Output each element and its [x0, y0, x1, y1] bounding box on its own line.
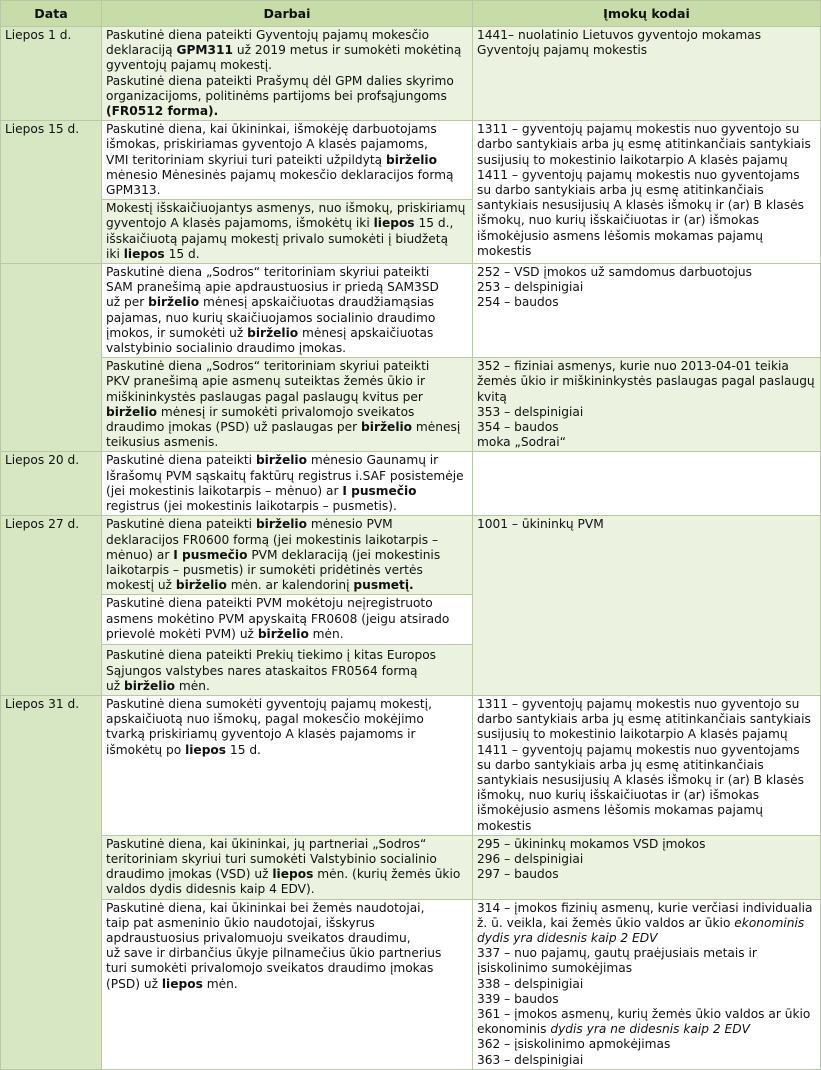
work-cell: Paskutinė diena pateikti birželio mėnesio Gaunamų ir Išrašomų PVM sąskaitų faktūrų registrus i.SAF posistemėje (jei mokestinis laikotarpis – mėnuo) ar I pusmečio registrus (jei mokestinis laikotarpis – pusmetis).: [102, 452, 473, 516]
header-codes: Įmokų kodai: [473, 1, 821, 27]
code-cell: 1001 – ūkininkų PVM: [473, 516, 821, 696]
code-cell: 295 – ūkininkų mokamos VSD įmokos 296 – delspinigiai 297 – baudos: [473, 835, 821, 899]
date-cell: Liepos 20 d.: [1, 452, 102, 516]
work-cell: Mokestį išskaičiuojantys asmenys, nuo išmokų, priskiriamų gyventojo A klasės pajamoms, išmokėtų iki liepos 15 d., išskaičiuotą pajamų mokestį privalo sumokėti į biudžetą iki liepos 15 d.: [102, 200, 473, 264]
date-cell-empty: [1, 264, 102, 452]
table-row: [1, 835, 821, 899]
header-date: Data: [1, 1, 102, 27]
work-cell: Paskutinė diena, kai ūkininkai bei žemės naudotojai, taip pat asmeninio ūkio naudotojai, išskyrus apdraustuosius privalomuoju sveikatos draudimu, už save ir dirbančius ūkyje pilnamečius ūkio partnerius turi sumokėti privalomojo sveikatos draudimo įmokas (PSD) už liepos mėn.: [102, 899, 473, 1069]
code-cell: 352 – fiziniai asmenys, kurie nuo 2013-04-01 teikia žemės ūkio ir miškininkystės paslaugas pagal paslaugų kvitą 353 – delspinigiai 354 – baudos moka „Sodrai“: [473, 358, 821, 452]
date-cell: Liepos 15 d.: [1, 121, 102, 264]
table-row: [1, 695, 821, 835]
work-cell: Paskutinė diena „Sodros“ teritoriniam skyriui pateikti SAM pranešimą apie apdraustuosius ir priedą SAM3SD už per birželio mėnesį apskaičiuotas draudžiamąsias pajamas, nuo kurių skaičiuojamos socialinio draudimo įmokos, ir sumokėti už birželio mėnesį apskaičiuotas valstybinio socialinio draudimo įmokas.: [102, 264, 473, 358]
work-cell: Paskutinė diena, kai ūkininkai, jų partneriai „Sodros“ teritoriniam skyriui turi sumokėti Valstybinio socialinio draudimo įmokas (VSD) už liepos mėn. (kurių žemės ūkio valdos dydis didesnis kaip 4 EDV).: [102, 835, 473, 899]
code-cell: 1311 – gyventojų pajamų mokestis nuo gyventojo su darbo santykiais arba jų esmę atitinkančiais santykiais susijusių to mokestinio laikotarpio A klasės pajamų 1411 – gyventojų pajamų mokestis nuo gyventojams su darbo santykiais arba jų esmę atitinkančiais santykiais nesusijusių A klasės išmokų ir (ar) B klasės išmokų, nuo kurių išskaičiuotas ir (ar) išmokas išmokėjusio asmens lėšomis mokamas pajamų mokestis: [473, 695, 821, 835]
code-cell: 1441– nuolatinio Lietuvos gyventojo mokamas Gyventojų pajamų mokestis: [473, 27, 821, 121]
table-row: [1, 358, 821, 452]
table-row: [1, 121, 821, 200]
work-cell: Paskutinė diena pateikti birželio mėnesio PVM deklaracijos FR0600 formą (jei mokestinis laikotarpis – mėnuo) ar I pusmečio PVM deklaraciją (jei mokestinis laikotarpis – pusmetis) ir sumokėti pridėtinės vertės mokestį už birželio mėn. ar kalendorinį pusmetį.: [102, 516, 473, 595]
table-row: [1, 452, 821, 516]
work-cell: Paskutinė diena sumokėti gyventojų pajamų mokestį, apskaičiuotą nuo išmokų, pagal mokesčio mokėjimo tvarką priskiriamų gyventojo A klasės pajamoms ir išmokėtų po liepos 15 d.: [102, 695, 473, 835]
header-row: [1, 1, 821, 27]
date-cell: Liepos 27 d.: [1, 516, 102, 696]
code-cell-empty: [473, 452, 821, 516]
work-cell: Paskutinė diena pateikti Gyventojų pajamų mokesčio deklaraciją GPM311 už 2019 metus ir sumokėti mokėtiną gyventojų pajamų mokestį. Paskutinė diena pateikti Prašymų dėl GPM dalies skyrimo organizacijoms, politinėms partijoms bei profsąjungoms (FR0512 forma).: [102, 27, 473, 121]
date-cell: Liepos 31 d.: [1, 695, 102, 1069]
work-cell: Paskutinė diena, kai ūkininkai, išmokėję darbuotojams išmokas, priskiriamas gyventojo A klasės pajamoms, VMI teritoriniam skyriui turi pateikti užpildytą birželio mėnesio Mėnesinės pajamų mokesčio deklaracijos formą GPM313.: [102, 121, 473, 200]
table-row: [1, 264, 821, 358]
date-cell: Liepos 1 d.: [1, 27, 102, 121]
table-row: [1, 899, 821, 1069]
table-row: [1, 27, 821, 121]
work-cell: Paskutinė diena pateikti PVM mokėtoju neįregistruoto asmens mokėtino PVM apyskaitą FR0608 (jeigu atsirado prievolė mokėti PVM) už birželio mėn.: [102, 595, 473, 645]
code-cell: 314 – įmokos fizinių asmenų, kurie verčiasi individualia ž. ū. veikla, kai žemės ūkio valdos ar ūkio ekonominis dydis yra didesnis kaip 2 EDV 337 – nuo pajamų, gautų praėjusiais metais ir įsiskolinimo sumokėjimas 338 – delspinigiai 339 – baudos 361 – įmokos asmenų, kurių žemės ūkio valdos ar ūkio ekonominis dydis yra ne didesnis kaip 2 EDV 362 – įsiskolinimo apmokėjimas 363 – delspinigiai: [473, 899, 821, 1069]
header-work: Darbai: [102, 1, 473, 27]
code-cell: 1311 – gyventojų pajamų mokestis nuo gyventojo su darbo santykiais arba jų esmę atitinkančiais santykiais susijusių to mokestinio laikotarpio A klasės pajamų 1411 – gyventojų pajamų mokestis nuo gyventojams su darbo santykiais arba jų esmę atitinkančiais santykiais nesusijusių A klasės išmokų ir (ar) B klasės išmokų, nuo kurių išskaičiuotas ir (ar) išmokas išmokėjusio asmens lėšomis mokamas pajamų mokestis: [473, 121, 821, 264]
table-row: [1, 516, 821, 595]
work-cell: Paskutinė diena pateikti Prekių tiekimo į kitas Europos Sąjungos valstybes nares ataskaitos FR0564 formą už birželio mėn.: [102, 645, 473, 696]
work-cell: Paskutinė diena „Sodros“ teritoriniam skyriui pateikti PKV pranešimą apie asmenų suteiktas žemės ūkio ir miškininkystės paslaugas pagal paslaugų kvitus per birželio mėnesį ir sumokėti privalomojo sveikatos draudimo įmokas (PSD) už paslaugas per birželio mėnesį teikusius asmenis.: [102, 358, 473, 452]
code-cell: 252 – VSD įmokos už samdomus darbuotojus 253 – delspinigiai 254 – baudos: [473, 264, 821, 358]
